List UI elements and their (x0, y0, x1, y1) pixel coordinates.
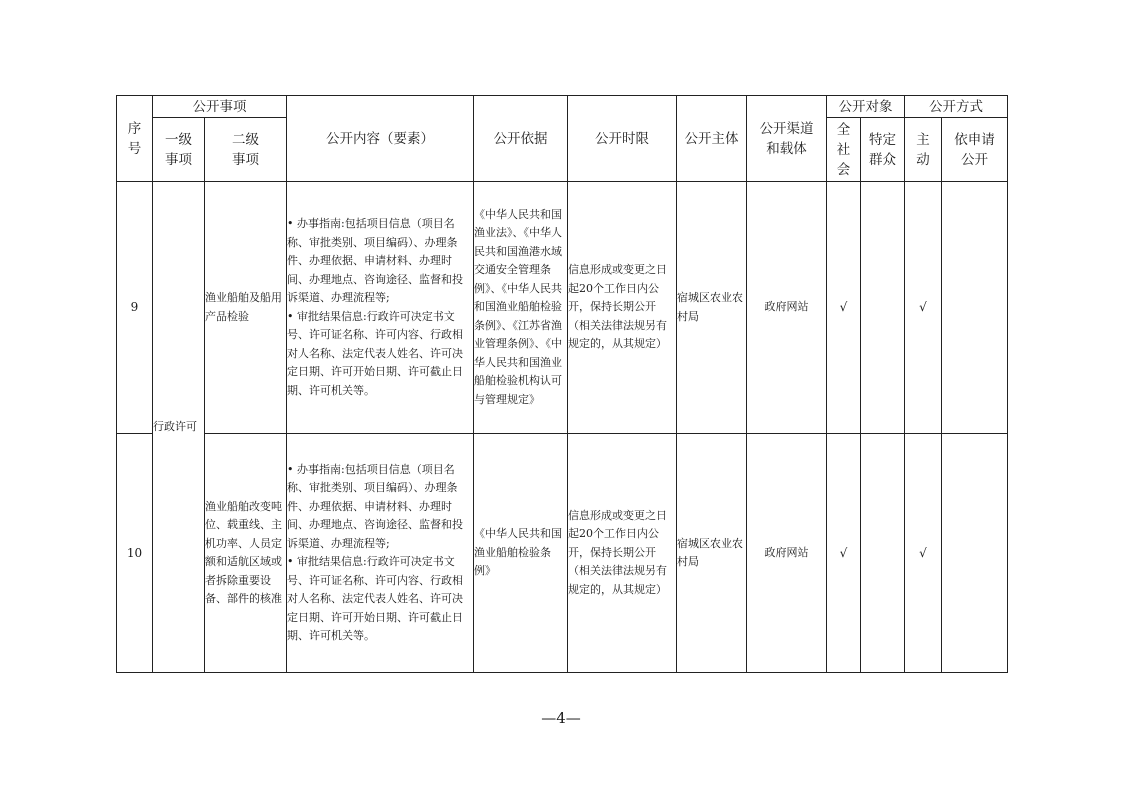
row-channel: 政府网站 (747, 182, 827, 434)
row-mode-request (942, 434, 1008, 673)
row-level1: 行政许可 (153, 182, 205, 673)
header-object-group: 公开对象 (827, 96, 905, 118)
content-guide: • 办事指南:包括项目信息（项目名称、审批类别、项目编码）、办理条件、办理依据、申请材料、办理时间、办理地点、咨询途径、监督和投诉渠道、办理流程等; (287, 461, 473, 554)
row-level2: 渔业船舶及船用产品检验 (205, 182, 287, 434)
row-object-all: √ (827, 434, 861, 673)
content-result: • 审批结果信息:行政许可决定书文号、许可证名称、许可内容、行政相对人名称、法定代表人姓名、许可决定日期、许可开始日期、许可截止日期、许可机关等。 (287, 308, 473, 401)
row-level2: 渔业船舶改变吨位、载重线、主机功率、人员定额和适航区域或者拆除重要设备、部件的核准 (205, 434, 287, 673)
header-mode-group: 公开方式 (905, 96, 1008, 118)
header-level2: 二级事项 (205, 118, 287, 182)
table-row (117, 182, 1008, 434)
disclosure-table (116, 95, 1008, 673)
header-time-limit: 公开时限 (568, 96, 677, 182)
row-content (287, 434, 474, 673)
content-result: • 审批结果信息:行政许可决定书文号、许可证名称、许可内容、行政相对人名称、法定代表人姓名、许可决定日期、许可开始日期、许可截止日期、许可机关等。 (287, 553, 473, 646)
row-time-limit: 信息形成或变更之日起20个工作日内公开，保持长期公开（相关法律法规另有规定的，从其规定） (568, 182, 677, 434)
header-row-1 (117, 96, 1008, 118)
row-object-all: √ (827, 182, 861, 434)
row-subject: 宿城区农业农村局 (677, 434, 747, 673)
header-content: 公开内容（要素） (287, 96, 474, 182)
header-object-all: 全社会 (827, 118, 861, 182)
row-basis: 《中华人民共和国渔业法》、《中华人民共和国渔港水域交通安全管理条例》、《中华人民共和国渔业船舶检验条例》、《江苏省渔业管理条例》、《中华人民共和国渔业船舶检验机构认可与管理规定》 (474, 182, 568, 434)
header-mode-request: 依申请公开 (942, 118, 1008, 182)
header-seq: 序号 (117, 96, 153, 182)
row-subject: 宿城区农业农村局 (677, 182, 747, 434)
page-number: —4— (541, 709, 581, 727)
header-object-specific: 特定群众 (861, 118, 905, 182)
row-object-specific (861, 434, 905, 673)
row-channel: 政府网站 (747, 434, 827, 673)
header-matter-group: 公开事项 (153, 96, 287, 118)
header-mode-active: 主动 (905, 118, 942, 182)
header-basis: 公开依据 (474, 96, 568, 182)
row-seq: 10 (117, 434, 153, 673)
header-level1: 一级事项 (153, 118, 205, 182)
content-guide: • 办事指南:包括项目信息（项目名称、审批类别、项目编码）、办理条件、办理依据、申请材料、办理时间、办理地点、咨询途径、监督和投诉渠道、办理流程等; (287, 215, 473, 308)
table-row (117, 434, 1008, 673)
row-mode-active: √ (905, 434, 942, 673)
row-mode-active: √ (905, 182, 942, 434)
row-basis: 《中华人民共和国渔业船舶检验条例》 (474, 434, 568, 673)
row-time-limit: 信息形成或变更之日起20个工作日内公开，保持长期公开（相关法律法规另有规定的，从其规定） (568, 434, 677, 673)
header-channel: 公开渠道和载体 (747, 96, 827, 182)
header-subject: 公开主体 (677, 96, 747, 182)
row-object-specific (861, 182, 905, 434)
row-content (287, 182, 474, 434)
row-seq: 9 (117, 182, 153, 434)
row-mode-request (942, 182, 1008, 434)
